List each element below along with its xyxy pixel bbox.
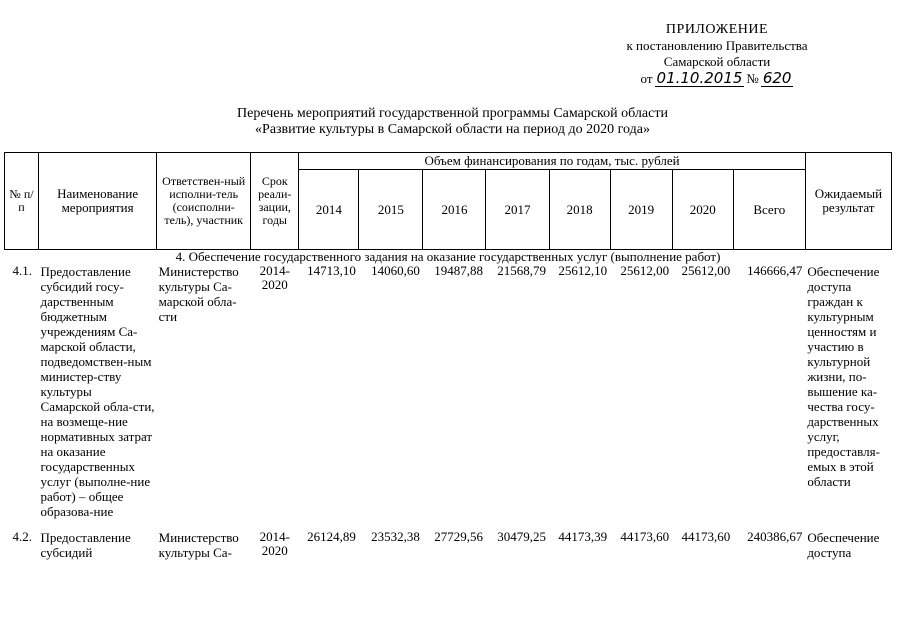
table-row [5, 530, 892, 560]
header-year: 2018 [549, 170, 610, 250]
row-value: 25612,00 [620, 263, 670, 278]
row-value: 23532,38 [371, 529, 420, 544]
row-value: 26124,89 [307, 529, 356, 544]
row-name: Предоставление субсидий госу-дарственным бюджетным учреждениям Са-марской области, подведомствен-ным министер-ству культуры Самарской обла-сти, на возмеще-ние нормативных затрат на оказание государственных услуг (выполне-ние работ) – общее образова-ние [40, 264, 155, 519]
row-value: 27729,56 [434, 529, 483, 544]
row-total: 146666,47 [747, 263, 803, 278]
section-row [5, 250, 892, 265]
row-value: 44173,39 [558, 529, 608, 544]
header-total: Всего [733, 170, 805, 250]
number-value: 620 [762, 69, 792, 87]
appendix-dateline [641, 70, 794, 87]
header-funding: Объем финансирования по годам, тыс. рублей [299, 153, 806, 170]
document-title [0, 106, 905, 138]
row-responsible: Министерство культуры Са-марской обла-сти [158, 264, 239, 324]
appendix-line2: Самарской области [663, 54, 771, 69]
document-title-line1: Перечень мероприятий государственной программы Самарской области [237, 106, 668, 121]
row-num: 4.1. [12, 263, 32, 278]
row-value: 19487,88 [434, 263, 483, 278]
header-year: 2016 [423, 170, 486, 250]
row-name: Предоставление субсидий [40, 530, 131, 560]
row-value: 14060,60 [371, 263, 420, 278]
row-value: 44173,60 [681, 529, 731, 544]
header-year: 2019 [610, 170, 672, 250]
date-value: 01.10.2015 [656, 69, 743, 87]
header-num: № п/п [5, 153, 39, 250]
number-prefix: № [746, 71, 759, 86]
row-responsible: Министерство культуры Са- [158, 530, 239, 560]
appendix-line1: к постановлению Правительства [626, 38, 808, 53]
appendix-title: ПРИЛОЖЕНИЕ [665, 22, 769, 37]
row-value: 25612,10 [558, 263, 608, 278]
header-year: 2015 [359, 170, 423, 250]
row-result: Обеспечение доступа [807, 530, 880, 560]
row-value: 30479,25 [497, 529, 547, 544]
row-term: 2014-2020 [259, 529, 290, 558]
appendix-header [587, 22, 847, 88]
header-year: 2017 [486, 170, 549, 250]
header-year: 2014 [299, 170, 359, 250]
header-year: 2020 [672, 170, 733, 250]
row-value: 25612,00 [681, 263, 731, 278]
row-value: 44173,60 [620, 529, 670, 544]
measures-table [4, 152, 892, 560]
row-value: 14713,10 [307, 263, 356, 278]
row-term: 2014-2020 [259, 263, 290, 292]
row-value: 21568,79 [497, 263, 547, 278]
header-responsible: Ответствен-ный исполни-тель (соисполни-тель), участник [157, 153, 251, 250]
header-result: Ожидаемый результат [805, 153, 891, 250]
row-num: 4.2. [12, 529, 32, 544]
table-row [5, 264, 892, 530]
row-total: 240386,67 [747, 529, 803, 544]
header-name: Наименование мероприятия [39, 153, 157, 250]
section-title: 4. Обеспечение государственного задания на оказание государственных услуг (выполнение работ) [175, 249, 721, 264]
document-title-line2: «Развитие культуры в Самарской области на период до 2020 года» [255, 122, 650, 137]
header-term: Срок реали-зации, годы [251, 153, 299, 250]
date-prefix: от [640, 71, 653, 86]
row-result: Обеспечение доступа граждан к культурным ценностям и участию в культурной жизни, по-вышение ка-чества госу-дарственных услуг, предоставля-емых в этой области [807, 264, 880, 489]
